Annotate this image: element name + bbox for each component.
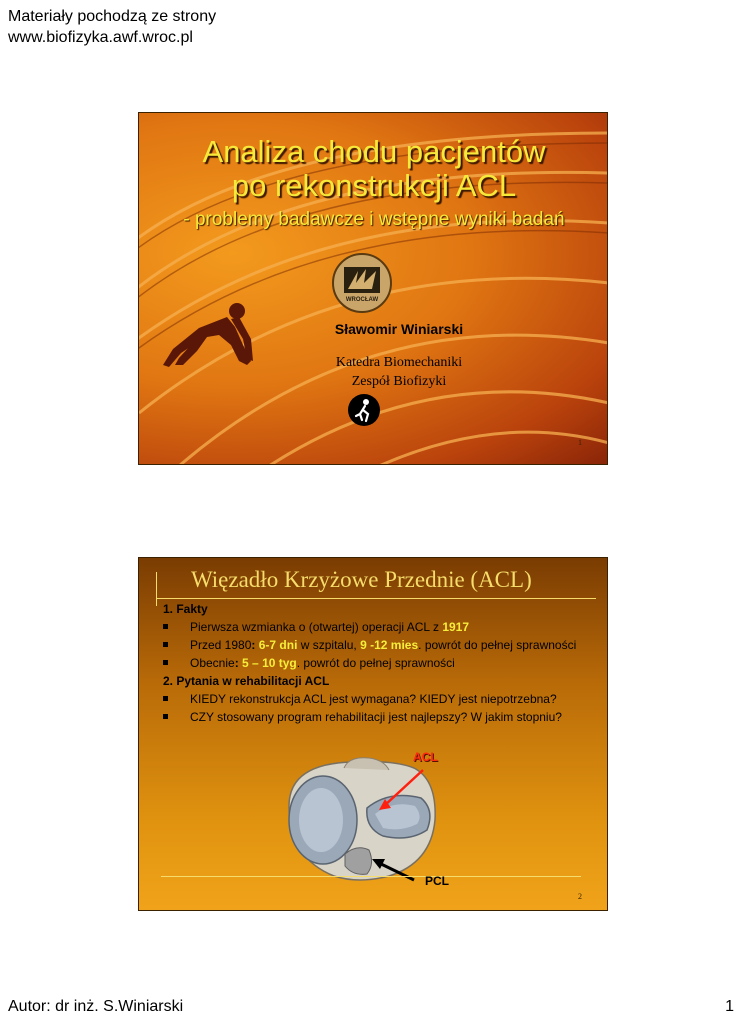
- slide-2-title: Więzadło Krzyżowe Przednie (ACL): [191, 567, 532, 592]
- runner-icon-glyph: [348, 394, 380, 426]
- page-footer-number: 1: [725, 998, 734, 1015]
- runner-icon: [348, 394, 380, 426]
- list-item: CZY stosowany program rehabilitacji jest najlepszy? W jakim stopniu?: [163, 709, 603, 725]
- page-footer-author: Autor: dr inż. S.Winiarski: [8, 998, 184, 1015]
- slide-1-subtitle: - problemy badawcze i wstępne wyniki badań: [183, 209, 565, 230]
- acl-label: ACL: [413, 750, 438, 764]
- list-item: KIEDY rekonstrukcja ACL jest wymagana? KIEDY jest niepotrzebna?: [163, 691, 603, 707]
- highlight-recovery-months: 9 -12 mies: [360, 638, 419, 652]
- slide-1-page-number: 1: [578, 438, 582, 447]
- tibia-plateau: [289, 758, 435, 880]
- university-logo-emblem: [334, 255, 390, 311]
- university-logo: [332, 253, 392, 313]
- slide-1-department: [139, 353, 608, 391]
- highlight-hospital-days: 6-7 dni: [258, 638, 298, 652]
- section-questions-heading: 2. Pytania w rehabilitacji ACL: [163, 674, 330, 688]
- list-item: Przed 1980: 6-7 dni w szpitalu, 9 -12 mies. powrót do pełnej sprawności: [163, 637, 603, 653]
- slide-1-title: [139, 135, 608, 203]
- page-header: [8, 6, 216, 48]
- highlight-recovery-weeks: 5 – 10 tyg: [242, 656, 297, 670]
- header-url[interactable]: www.biofizyka.awf.wroc.pl: [8, 29, 193, 46]
- department-name: Katedra Biomechaniki: [335, 355, 463, 370]
- logo-text: WROCŁAW: [345, 297, 379, 303]
- slide-1-title-line-1: Analiza chodu pacjentów: [202, 134, 546, 169]
- section-facts-heading: 1. Fakty: [163, 602, 208, 616]
- list-item: Pierwsza wzmianka o (otwartej) operacji ACL z 1917: [163, 619, 603, 635]
- slide-2-page-number: 2: [578, 892, 582, 901]
- list-item: Obecnie: 5 – 10 tyg. powrót do pełnej sprawności: [163, 655, 603, 671]
- slide-1-title-line-2: po rekonstrukcji ACL: [231, 168, 517, 203]
- header-line-1: Materiały pochodzą ze strony: [8, 8, 217, 25]
- knee-joint-illustration: [139, 558, 608, 911]
- highlight-year: 1917: [442, 620, 470, 634]
- footer-rule: [161, 876, 581, 877]
- slide-2: [138, 557, 608, 911]
- pcl-label: PCL: [425, 874, 449, 888]
- team-name: Zespół Biofizyki: [351, 374, 447, 389]
- slide-1-author: Sławomir Winiarski: [334, 321, 464, 337]
- slide-1: [138, 112, 608, 465]
